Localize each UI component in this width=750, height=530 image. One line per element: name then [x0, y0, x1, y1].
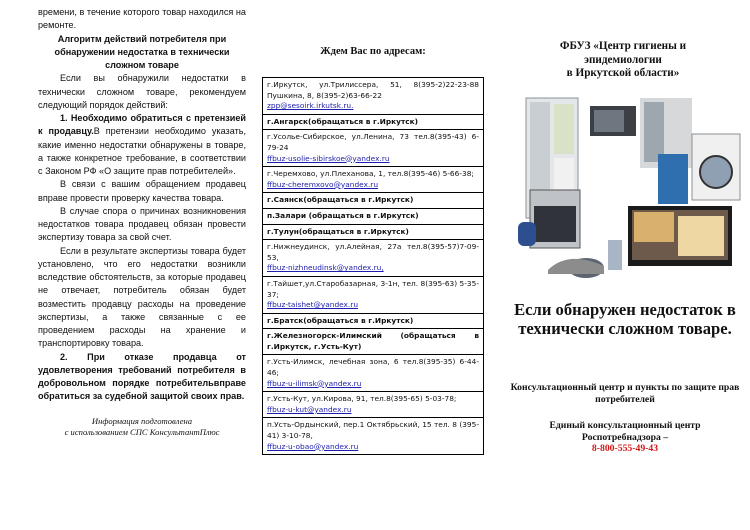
- paragraph-quality-check: В связи с вашим обращением продавец вправе провести проверку качества товара.: [38, 179, 246, 203]
- address-row: г.Иркутск, ул.Трилиссера, 51, 8(395-2)22-23-88 Пушкина, 8, 8(395-2)63-66-22 zpp@sesoirk.irkutsk.ru.: [263, 78, 483, 115]
- hotline-phone[interactable]: 8-800-555-49-43: [591, 443, 659, 454]
- email-link[interactable]: zpp@sesoirk.irkutsk.ru.: [267, 101, 354, 111]
- address-row: г.Ангарск(обращаться в г.Иркутск): [263, 115, 483, 131]
- credit-note: Информация подготовлена с использованием СПС КонсультантПлюс: [64, 415, 220, 437]
- paragraph-intro: Если вы обнаружили недостатки в технически сложном товаре, рекомендуем следующий порядок действий:: [38, 73, 246, 110]
- step-1-text: В претензии необходимо указать, какие именно недостатки обнаружены в товаре, а также конкретное требование, в соответствии с Законом РФ «О защите прав потребителей».: [38, 126, 246, 176]
- organization-name: ФБУЗ «Центр гигиены и эпидемиологии в Иркутской области»: [559, 40, 687, 79]
- email-link[interactable]: ffbuz-u-kut@yandex.ru: [267, 404, 352, 414]
- step-1: [38, 112, 246, 178]
- step-2: 2. При отказе продавца от удовлетворения требований потребителя в добровольном порядке потребительвправе обратиться за судебной защитой своих прав.: [38, 351, 246, 402]
- column-cover: [500, 0, 750, 530]
- column-addresses: [262, 46, 484, 455]
- address-row: г.Черемхово, ул.Плеханова, 1, тел.8(395-46) 5-66-38; ffbuz-cheremxovo@yandex.ru: [263, 167, 483, 193]
- email-link[interactable]: ffbuz-taishet@yandex.ru: [267, 300, 359, 310]
- hotline-block: Единый консультационный центр Роспотребнадзора – 8-800-555-49-43: [510, 420, 740, 455]
- address-row: г.Братск(обращаться в г.Иркутск): [263, 314, 483, 330]
- address-row: г.Усолье-Сибирское, ул.Ленина, 73 тел.8(395-43) 6-79-24 ffbuz-usolie-sibirskoe@yandex.ru: [263, 130, 483, 167]
- home-appliances-image: [508, 90, 748, 286]
- address-table: [262, 77, 484, 455]
- email-link[interactable]: ffbuz-cheremxovo@yandex.ru: [267, 179, 379, 189]
- consultation-points: Консультационный центр и пункты по защите прав потребителей: [510, 382, 740, 405]
- address-row: г.Тайшет,ул.Старобазарная, 3-1н, тел. 8(395-63) 5-35-37; ffbuz-taishet@yandex.ru: [263, 277, 483, 314]
- leaflet-title: Если обнаружен недостаток в технически сложном товаре.: [514, 300, 736, 338]
- address-row: г.Тулун(обращаться в г.Иркутск): [263, 225, 483, 241]
- address-row: г.Саянск(обращаться в г.Иркутск): [263, 193, 483, 209]
- email-link[interactable]: ffbuz-nizhneudinsk@yandex.ru,: [267, 263, 384, 273]
- paragraph-dispute: В случае спора о причинах возникновения недостатков товара продавец обязан провести экспертизу товара за свой счет.: [38, 205, 246, 243]
- address-row: г.Усть-Илимск, лечебная зона, 6 тел.8(395-35) 6-44-46; ffbuz-u-ilimsk@yandex.ru: [263, 355, 483, 392]
- paragraph-repair-time: времени, в течение которого товар находился на ремонте.: [38, 7, 246, 31]
- email-link[interactable]: ffbuz-u-obao@yandex.ru: [267, 441, 359, 451]
- address-row: г.Усть-Кут, ул.Кирова, 91, тел.8(395-65) 5-03-78; ffbuz-u-kut@yandex.ru: [263, 392, 483, 418]
- email-link[interactable]: ffbuz-usolie-sibirskoe@yandex.ru: [267, 153, 390, 163]
- address-row: п.Усть-Ордынский, пер.1 Октябрьский, 15 тел. 8 (395-41) 3-10-78, ffbuz-u-obao@yandex.ru: [267, 420, 479, 451]
- column-left: [38, 6, 246, 438]
- algorithm-title: Алгоритм действий потребителя при обнаружении недостатка в технически сложном товаре: [54, 33, 230, 70]
- addresses-header: Ждем Вас по адресам:: [320, 46, 426, 57]
- step-1-heading: 1. Необходимо обратиться с претензией к продавцу.: [38, 113, 246, 137]
- address-row: г.Железногорск-Илимский (обращаться в г.Иркутск, г.Усть-Кут): [263, 329, 483, 355]
- email-link[interactable]: ffbuz-u-ilimsk@yandex.ru: [267, 378, 362, 388]
- address-row: п.Залари (обращаться в г.Иркутск): [263, 209, 483, 225]
- paragraph-expertise: Если в результате экспертизы товара будет установлено, что его недостатки возникли вследствие обстоятельств, за которые продавец не отвечает, потребитель обязан будет возместить продавцу расходы на проведение экспертизы, а также связанные с ее проведением расходы на хранение и транспортировку товара.: [38, 245, 246, 349]
- address-row: г.Нижнеудинск, ул.Алейная, 27а тел.8(395-57)7-09-53, ffbuz-nizhneudinsk@yandex.ru,: [263, 240, 483, 277]
